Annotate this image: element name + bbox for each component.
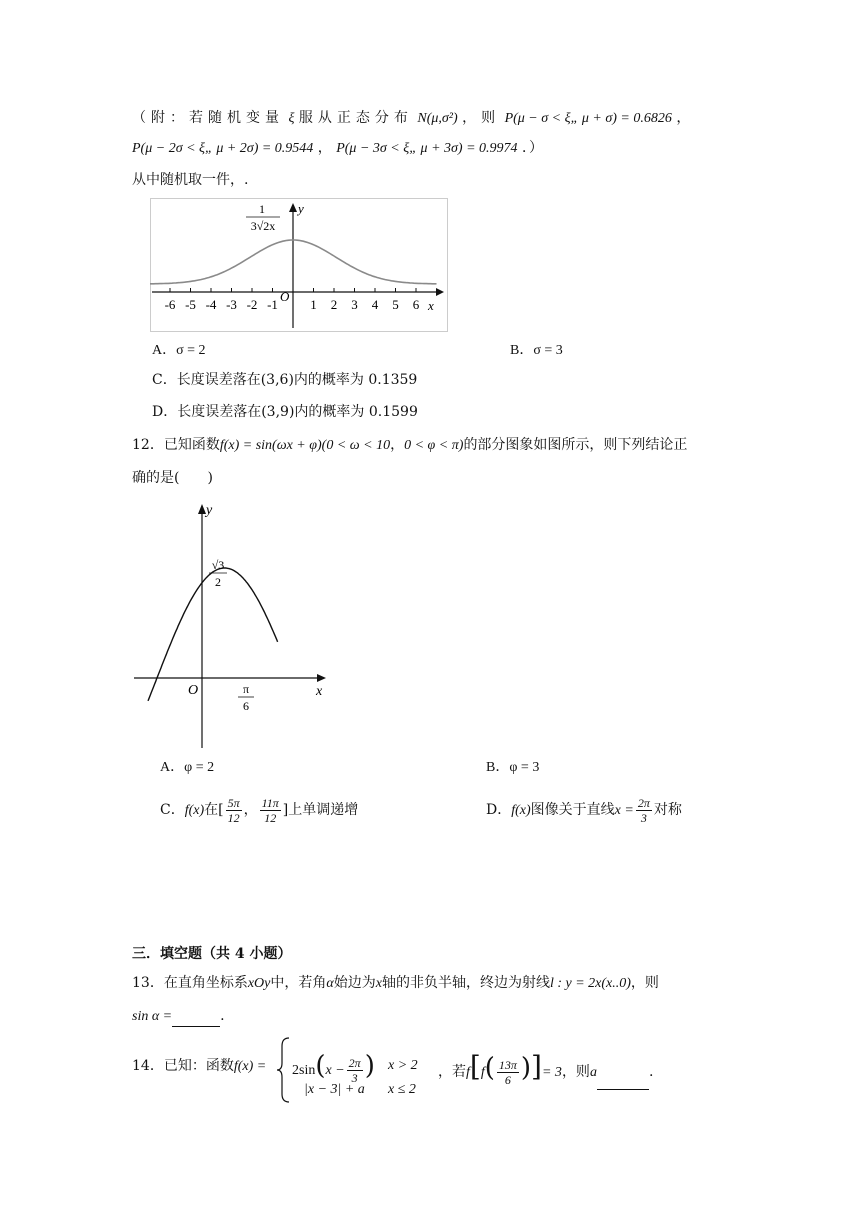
- y-value-denominator: 2: [215, 575, 221, 589]
- y-axis-label: y: [206, 503, 213, 518]
- x-axis-label: x: [428, 298, 434, 313]
- piecewise-case-2: |x − 3| + a: [304, 1082, 365, 1097]
- q12-option-c[interactable]: [160, 790, 358, 831]
- fraction-denominator: 6: [504, 1072, 511, 1087]
- bracket-right: ]: [531, 1050, 542, 1083]
- x-tick-label: -5: [185, 297, 196, 312]
- prob-3sigma: P(μ − 3σ < ξ„ μ + 3σ) = 0.9974: [336, 141, 518, 156]
- x-tick-label: 5: [392, 297, 399, 312]
- variable-a: a: [589, 1065, 597, 1080]
- function-symbol: f(x): [511, 803, 531, 818]
- q11-option-b[interactable]: B．σ = 3: [510, 343, 563, 358]
- q12-stem-line-1: [132, 435, 687, 456]
- q13-text: 轴的非负半轴，终边为射线: [381, 975, 550, 991]
- q13-line-2: [132, 1006, 225, 1027]
- q13-text: ，则: [630, 975, 659, 991]
- x-tick-label: 6: [412, 297, 420, 312]
- sine-graph-figure: [130, 498, 340, 750]
- note-line-1: [132, 108, 690, 129]
- normal-dist: N(μ,σ²): [417, 111, 458, 126]
- option-text: 对称: [653, 802, 682, 818]
- q12-text: 的部分图象如图所示，则下列结论正: [463, 437, 688, 453]
- section-3-title: 三．填空题（共 4 小题）: [132, 946, 292, 962]
- q14-text: ，则: [561, 1064, 590, 1080]
- fraction-numerator: 2π: [348, 1055, 361, 1070]
- function-definition: f(x) =: [233, 1059, 267, 1074]
- x-tick-label: -6: [164, 297, 176, 312]
- origin-label: O: [280, 289, 290, 304]
- x-root-denominator: 6: [243, 699, 249, 713]
- x-axis-label: x: [316, 684, 323, 699]
- sine-argument: x −: [325, 1063, 345, 1078]
- q13-text: 13．在直角坐标系: [132, 975, 248, 991]
- option-letter: D．: [486, 802, 512, 818]
- q14-text: 14．已知：函数: [132, 1058, 234, 1074]
- x-tick-label: -2: [246, 297, 258, 312]
- paren-right: ): [364, 1051, 375, 1081]
- fraction-denominator: 3: [351, 1070, 358, 1085]
- case-1-condition: x > 2: [388, 1058, 418, 1073]
- option-text: ，: [243, 802, 258, 818]
- piecewise-brace: [276, 1036, 292, 1104]
- option-text: ]上单调递增: [282, 802, 359, 818]
- note-text: 服从正态分布: [298, 110, 413, 126]
- alpha-symbol: α: [326, 976, 334, 991]
- q14-text: ，若: [438, 1064, 466, 1080]
- q12-option-b[interactable]: B．φ = 3: [486, 760, 540, 775]
- function-outer: f: [466, 1065, 470, 1080]
- interval-end: [260, 796, 281, 825]
- q14-condition: [438, 1050, 653, 1090]
- q12-stem-line-2: 确的是( ): [132, 470, 213, 486]
- coordinate-system: xOy: [247, 976, 271, 991]
- q11-option-d[interactable]: D．长度误差落在(3,9)内的概率为 0.1599: [152, 404, 418, 420]
- function-symbol: f(x): [184, 803, 205, 818]
- fraction-denominator: 3: [640, 810, 647, 825]
- q12-option-d[interactable]: [486, 790, 682, 831]
- paren-left: (: [315, 1051, 326, 1081]
- equation-value: = 3: [541, 1065, 562, 1080]
- x-symbol: x: [375, 976, 382, 991]
- x-tick-label: 1: [310, 297, 317, 312]
- q13-text: 始边为: [333, 975, 376, 991]
- bracket-left: [: [469, 1050, 481, 1083]
- normal-curve-figure: [150, 198, 448, 332]
- intro-text: 从中随机取一件，.: [132, 172, 249, 188]
- fraction-numerator: 13π: [498, 1057, 517, 1072]
- prob-1sigma: P(μ − σ < ξ„ μ + σ) = 0.6826: [504, 111, 672, 126]
- sin-alpha: sin α =: [132, 1009, 173, 1024]
- peak-label-numerator: 1: [259, 202, 265, 216]
- q12-option-a[interactable]: A．φ = 2: [160, 760, 215, 775]
- fraction-denominator: 12: [264, 810, 277, 825]
- q13-text: 中，若角: [270, 975, 327, 991]
- interval-start: [226, 796, 242, 825]
- q13-text: .: [220, 1008, 225, 1024]
- y-axis-arrow: [198, 504, 206, 514]
- fraction-numerator: 2π: [637, 795, 650, 810]
- x-tick-label: -3: [226, 297, 237, 312]
- note-text: ，: [317, 140, 332, 156]
- q11-option-a[interactable]: A．σ = 2: [152, 343, 206, 358]
- argument-fraction: [497, 1058, 519, 1087]
- fraction-numerator: 11π: [261, 795, 279, 810]
- origin-label: O: [188, 683, 199, 698]
- y-value-numerator: √3: [211, 558, 225, 572]
- fraction-denominator: 12: [227, 810, 240, 825]
- y-axis-label: y: [298, 201, 304, 216]
- answer-blank[interactable]: [172, 1006, 220, 1027]
- x-tick-label: -1: [267, 297, 278, 312]
- prob-2sigma: P(μ − 2σ < ξ„ μ + 2σ) = 0.9544: [132, 141, 314, 156]
- q12-condition: 0 < φ < π): [404, 438, 464, 453]
- ray-equation: l : y = 2x(x..0): [549, 976, 631, 991]
- x-tick-label: 2: [330, 297, 338, 312]
- sine-curve: [148, 568, 278, 701]
- paren-right: ): [520, 1053, 532, 1083]
- q12-text: 12．已知函数: [132, 437, 220, 453]
- q13-line-1: [132, 973, 659, 994]
- x-axis-arrow: [317, 674, 326, 682]
- option-text: 图像关于直线: [530, 802, 615, 818]
- note-line-2: [132, 138, 543, 159]
- xi-symbol: ξ: [288, 111, 295, 126]
- paren-left: (: [484, 1053, 495, 1083]
- option-text: 在[: [204, 802, 224, 818]
- note-text: ，则: [462, 110, 501, 126]
- q11-option-c[interactable]: C．长度误差落在(3,6)内的概率为 0.1359: [152, 372, 418, 388]
- line-equation: x =: [614, 803, 634, 818]
- x-tick-label: 4: [371, 297, 379, 312]
- x-root-numerator: π: [242, 682, 250, 696]
- note-text: ，: [676, 110, 691, 126]
- case-2-condition: x ≤ 2: [388, 1082, 416, 1097]
- fraction-numerator: 5π: [227, 795, 240, 810]
- q12-function: f(x) = sin(ωx + φ)(0 < ω < 10: [219, 438, 391, 453]
- line-value: [636, 796, 652, 825]
- answer-blank[interactable]: [597, 1055, 649, 1090]
- option-letter: C．: [160, 802, 185, 818]
- q14-text: .: [648, 1064, 654, 1080]
- function-inner: f: [480, 1065, 485, 1080]
- sine-term: 2sin: [292, 1063, 316, 1078]
- note-text: ．）: [521, 140, 543, 156]
- q12-text: ，: [390, 437, 405, 453]
- peak-label-denominator: 3√2x: [250, 219, 276, 233]
- note-text: （附：若随机变量: [132, 110, 284, 126]
- q14-prefix: [132, 1057, 266, 1076]
- x-tick-label: 3: [351, 297, 358, 312]
- x-tick-label: -4: [205, 297, 217, 312]
